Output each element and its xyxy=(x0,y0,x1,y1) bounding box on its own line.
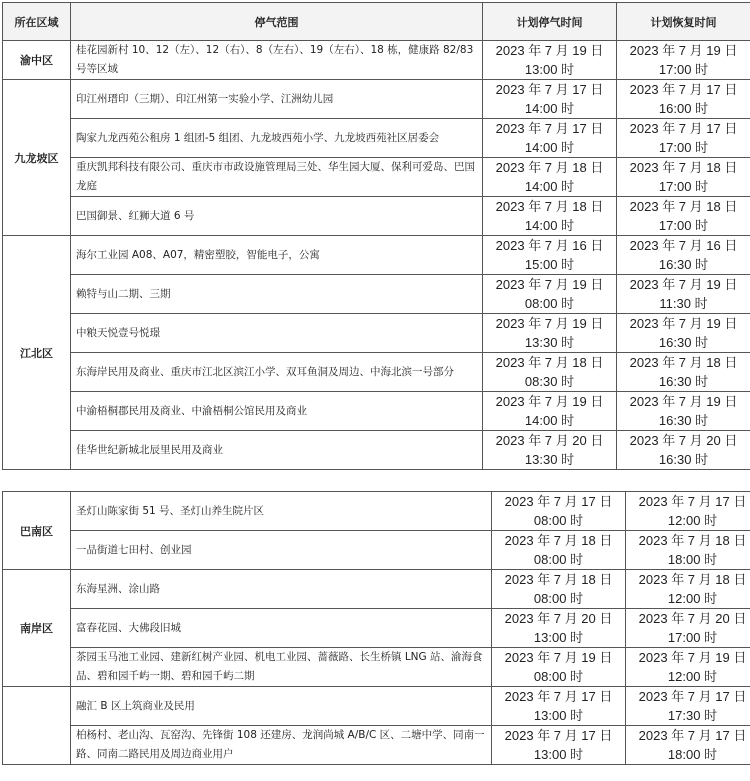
stop-time-cell xyxy=(483,197,617,236)
stop-date: 2023 年 7 月 19 日 xyxy=(495,394,604,409)
stop-time-cell xyxy=(483,353,617,392)
stop-date: 2023 年 7 月 16 日 xyxy=(495,238,604,253)
restore-date: 2023 年 7 月 19 日 xyxy=(629,43,738,58)
scope-cell: 茶园玉马池工业园、建新红树产业园、机电工业园、蔷薇路、长生桥镇 LNG 站、渝海食品、碧和园千屿一期、碧和园千屿二期 xyxy=(71,648,492,687)
table-row xyxy=(3,236,750,275)
scope-cell: 印江州瑨印（三期）、印江州第一实验小学、江洲幼儿园 xyxy=(71,80,483,119)
table-row xyxy=(3,431,750,470)
table-row xyxy=(3,726,750,765)
stop-hour: 14:00 时 xyxy=(524,413,575,428)
header-restore-time: 计划恢复时间 xyxy=(617,3,750,41)
table-row xyxy=(3,392,750,431)
stop-hour: 13:00 时 xyxy=(533,747,584,762)
restore-date: 2023 年 7 月 17 日 xyxy=(638,728,747,743)
restore-date: 2023 年 7 月 19 日 xyxy=(629,277,738,292)
stop-hour: 15:00 时 xyxy=(524,257,575,272)
stop-time-cell xyxy=(483,275,617,314)
gas-outage-table-bottom xyxy=(2,491,750,765)
scope-cell: 东海星洲、涂山路 xyxy=(71,570,492,609)
restore-date: 2023 年 7 月 18 日 xyxy=(638,572,747,587)
stop-time-cell xyxy=(483,392,617,431)
scope-cell: 东海岸民用及商业、重庆市江北区滨江小学、双耳鱼洞及周边、中海北滨一号部分 xyxy=(71,353,483,392)
table-row xyxy=(3,687,750,726)
area-cell: 江北区 xyxy=(3,236,71,470)
restore-date: 2023 年 7 月 17 日 xyxy=(638,494,747,509)
table-row xyxy=(3,158,750,197)
stop-time-cell xyxy=(483,314,617,353)
area-cell: 南岸区 xyxy=(3,570,71,687)
header-scope: 停气范围 xyxy=(71,3,483,41)
restore-time-cell xyxy=(617,275,750,314)
table-row xyxy=(3,314,750,353)
restore-time-cell xyxy=(617,392,750,431)
scope-cell: 中粮天悦壹号悦璟 xyxy=(71,314,483,353)
stop-time-cell xyxy=(483,41,617,80)
stop-date: 2023 年 7 月 20 日 xyxy=(495,433,604,448)
restore-hour: 16:30 时 xyxy=(658,257,709,272)
restore-date: 2023 年 7 月 19 日 xyxy=(638,650,747,665)
restore-hour: 18:00 时 xyxy=(667,747,718,762)
restore-time-cell xyxy=(626,492,750,531)
restore-hour: 17:00 时 xyxy=(667,630,718,645)
stop-hour: 14:00 时 xyxy=(524,101,575,116)
stop-hour: 13:00 时 xyxy=(533,708,584,723)
restore-hour: 17:30 时 xyxy=(667,708,718,723)
restore-time-cell xyxy=(617,431,750,470)
stop-hour: 08:00 时 xyxy=(533,591,584,606)
restore-date: 2023 年 7 月 16 日 xyxy=(629,238,738,253)
stop-time-cell xyxy=(492,531,626,570)
stop-time-cell xyxy=(483,80,617,119)
stop-hour: 08:30 时 xyxy=(524,374,575,389)
stop-time-cell xyxy=(492,726,626,765)
restore-hour: 17:00 时 xyxy=(658,140,709,155)
restore-hour: 16:30 时 xyxy=(658,374,709,389)
restore-time-cell xyxy=(617,314,750,353)
area-cell: 九龙坡区 xyxy=(3,80,71,236)
restore-date: 2023 年 7 月 20 日 xyxy=(629,433,738,448)
table-row xyxy=(3,570,750,609)
table-row xyxy=(3,41,750,80)
scope-cell: 融汇 B 区上筑商业及民用 xyxy=(71,687,492,726)
scope-cell: 赖特与山二期、三期 xyxy=(71,275,483,314)
stop-time-cell xyxy=(492,648,626,687)
stop-hour: 08:00 时 xyxy=(524,296,575,311)
scope-cell: 富春花园、大佛段旧城 xyxy=(71,609,492,648)
gas-outage-table-top xyxy=(2,2,750,470)
restore-time-cell xyxy=(617,158,750,197)
stop-date: 2023 年 7 月 19 日 xyxy=(504,650,613,665)
restore-hour: 12:00 时 xyxy=(667,669,718,684)
table-row xyxy=(3,197,750,236)
restore-time-cell xyxy=(617,353,750,392)
restore-date: 2023 年 7 月 19 日 xyxy=(629,316,738,331)
header-stop-time: 计划停气时间 xyxy=(483,3,617,41)
table-row xyxy=(3,648,750,687)
area-cell: 渝中区 xyxy=(3,41,71,80)
restore-time-cell xyxy=(617,197,750,236)
stop-date: 2023 年 7 月 18 日 xyxy=(495,160,604,175)
restore-time-cell xyxy=(626,687,750,726)
scope-cell: 陶家九龙西苑公租房 1 组团-5 组团、九龙坡西苑小学、九龙坡西苑社区居委会 xyxy=(71,119,483,158)
restore-date: 2023 年 7 月 18 日 xyxy=(629,199,738,214)
scope-cell: 海尔工业园 A08、A07，精密塑胶，智能电子，公寓 xyxy=(71,236,483,275)
stop-time-cell xyxy=(483,158,617,197)
stop-date: 2023 年 7 月 17 日 xyxy=(504,689,613,704)
header-row xyxy=(3,3,750,41)
stop-hour: 14:00 时 xyxy=(524,218,575,233)
stop-time-cell xyxy=(492,609,626,648)
stop-hour: 13:30 时 xyxy=(524,452,575,467)
restore-hour: 16:30 时 xyxy=(658,413,709,428)
restore-date: 2023 年 7 月 18 日 xyxy=(638,533,747,548)
restore-hour: 17:00 时 xyxy=(658,179,709,194)
stop-time-cell xyxy=(483,431,617,470)
stop-time-cell xyxy=(483,119,617,158)
restore-hour: 12:00 时 xyxy=(667,513,718,528)
scope-cell: 巴国御景、红狮大道 6 号 xyxy=(71,197,483,236)
restore-time-cell xyxy=(626,531,750,570)
stop-hour: 08:00 时 xyxy=(533,669,584,684)
restore-date: 2023 年 7 月 17 日 xyxy=(629,121,738,136)
restore-hour: 16:30 时 xyxy=(658,452,709,467)
stop-date: 2023 年 7 月 19 日 xyxy=(495,316,604,331)
table-row xyxy=(3,275,750,314)
stop-time-cell xyxy=(492,492,626,531)
area-cell xyxy=(3,687,71,765)
stop-date: 2023 年 7 月 18 日 xyxy=(504,572,613,587)
scope-cell: 中渝梧桐郡民用及商业、中渝梧桐公馆民用及商业 xyxy=(71,392,483,431)
scope-cell: 圣灯山陈家街 51 号、圣灯山养生院片区 xyxy=(71,492,492,531)
header-area: 所在区域 xyxy=(3,3,71,41)
table-row xyxy=(3,80,750,119)
restore-date: 2023 年 7 月 19 日 xyxy=(629,394,738,409)
table-row xyxy=(3,531,750,570)
stop-hour: 13:00 时 xyxy=(524,62,575,77)
stop-date: 2023 年 7 月 19 日 xyxy=(495,277,604,292)
scope-cell: 一品街道七田村、创业园 xyxy=(71,531,492,570)
restore-time-cell xyxy=(617,236,750,275)
stop-date: 2023 年 7 月 17 日 xyxy=(495,121,604,136)
restore-date: 2023 年 7 月 18 日 xyxy=(629,355,738,370)
restore-hour: 17:00 时 xyxy=(658,62,709,77)
area-cell: 巴南区 xyxy=(3,492,71,570)
restore-date: 2023 年 7 月 17 日 xyxy=(629,82,738,97)
restore-time-cell xyxy=(626,726,750,765)
stop-hour: 13:00 时 xyxy=(533,630,584,645)
stop-date: 2023 年 7 月 18 日 xyxy=(504,533,613,548)
stop-time-cell xyxy=(483,236,617,275)
restore-hour: 16:30 时 xyxy=(658,335,709,350)
restore-hour: 11:30 时 xyxy=(659,296,708,311)
stop-date: 2023 年 7 月 19 日 xyxy=(495,43,604,58)
restore-time-cell xyxy=(617,119,750,158)
scope-cell: 佳华世纪新城北辰里民用及商业 xyxy=(71,431,483,470)
restore-time-cell xyxy=(617,41,750,80)
scope-cell: 重庆凯邦科技有限公司、重庆市市政设施管理局三处、华生园大厦、保利可爱岛、巴国龙庭 xyxy=(71,158,483,197)
restore-date: 2023 年 7 月 20 日 xyxy=(638,611,747,626)
restore-hour: 18:00 时 xyxy=(667,552,718,567)
stop-hour: 13:30 时 xyxy=(524,335,575,350)
stop-time-cell xyxy=(492,570,626,609)
table-row xyxy=(3,353,750,392)
stop-hour: 08:00 时 xyxy=(533,552,584,567)
stop-hour: 14:00 时 xyxy=(524,179,575,194)
stop-date: 2023 年 7 月 17 日 xyxy=(504,728,613,743)
restore-time-cell xyxy=(626,648,750,687)
table-row xyxy=(3,492,750,531)
restore-date: 2023 年 7 月 18 日 xyxy=(629,160,738,175)
restore-hour: 12:00 时 xyxy=(667,591,718,606)
stop-date: 2023 年 7 月 17 日 xyxy=(504,494,613,509)
stop-hour: 14:00 时 xyxy=(524,140,575,155)
scope-cell: 柏杨村、老山沟、瓦窑沟、先锋街 108 还建房、龙润尚城 A/B/C 区、二塘中学、同南一路、同南二路民用及周边商业用户 xyxy=(71,726,492,765)
restore-date: 2023 年 7 月 17 日 xyxy=(638,689,747,704)
restore-time-cell xyxy=(617,80,750,119)
restore-time-cell xyxy=(626,609,750,648)
restore-hour: 16:00 时 xyxy=(658,101,709,116)
stop-hour: 08:00 时 xyxy=(533,513,584,528)
stop-date: 2023 年 7 月 17 日 xyxy=(495,82,604,97)
stop-date: 2023 年 7 月 18 日 xyxy=(495,355,604,370)
stop-time-cell xyxy=(492,687,626,726)
table-row xyxy=(3,609,750,648)
scope-cell: 桂花园新村 10、12（左）、12（右）、8（左右）、19（左右）、18 栋，健康路 82/83 号等区域 xyxy=(71,41,483,80)
table-row xyxy=(3,119,750,158)
restore-hour: 17:00 时 xyxy=(658,218,709,233)
stop-date: 2023 年 7 月 20 日 xyxy=(504,611,613,626)
restore-time-cell xyxy=(626,570,750,609)
stop-date: 2023 年 7 月 18 日 xyxy=(495,199,604,214)
